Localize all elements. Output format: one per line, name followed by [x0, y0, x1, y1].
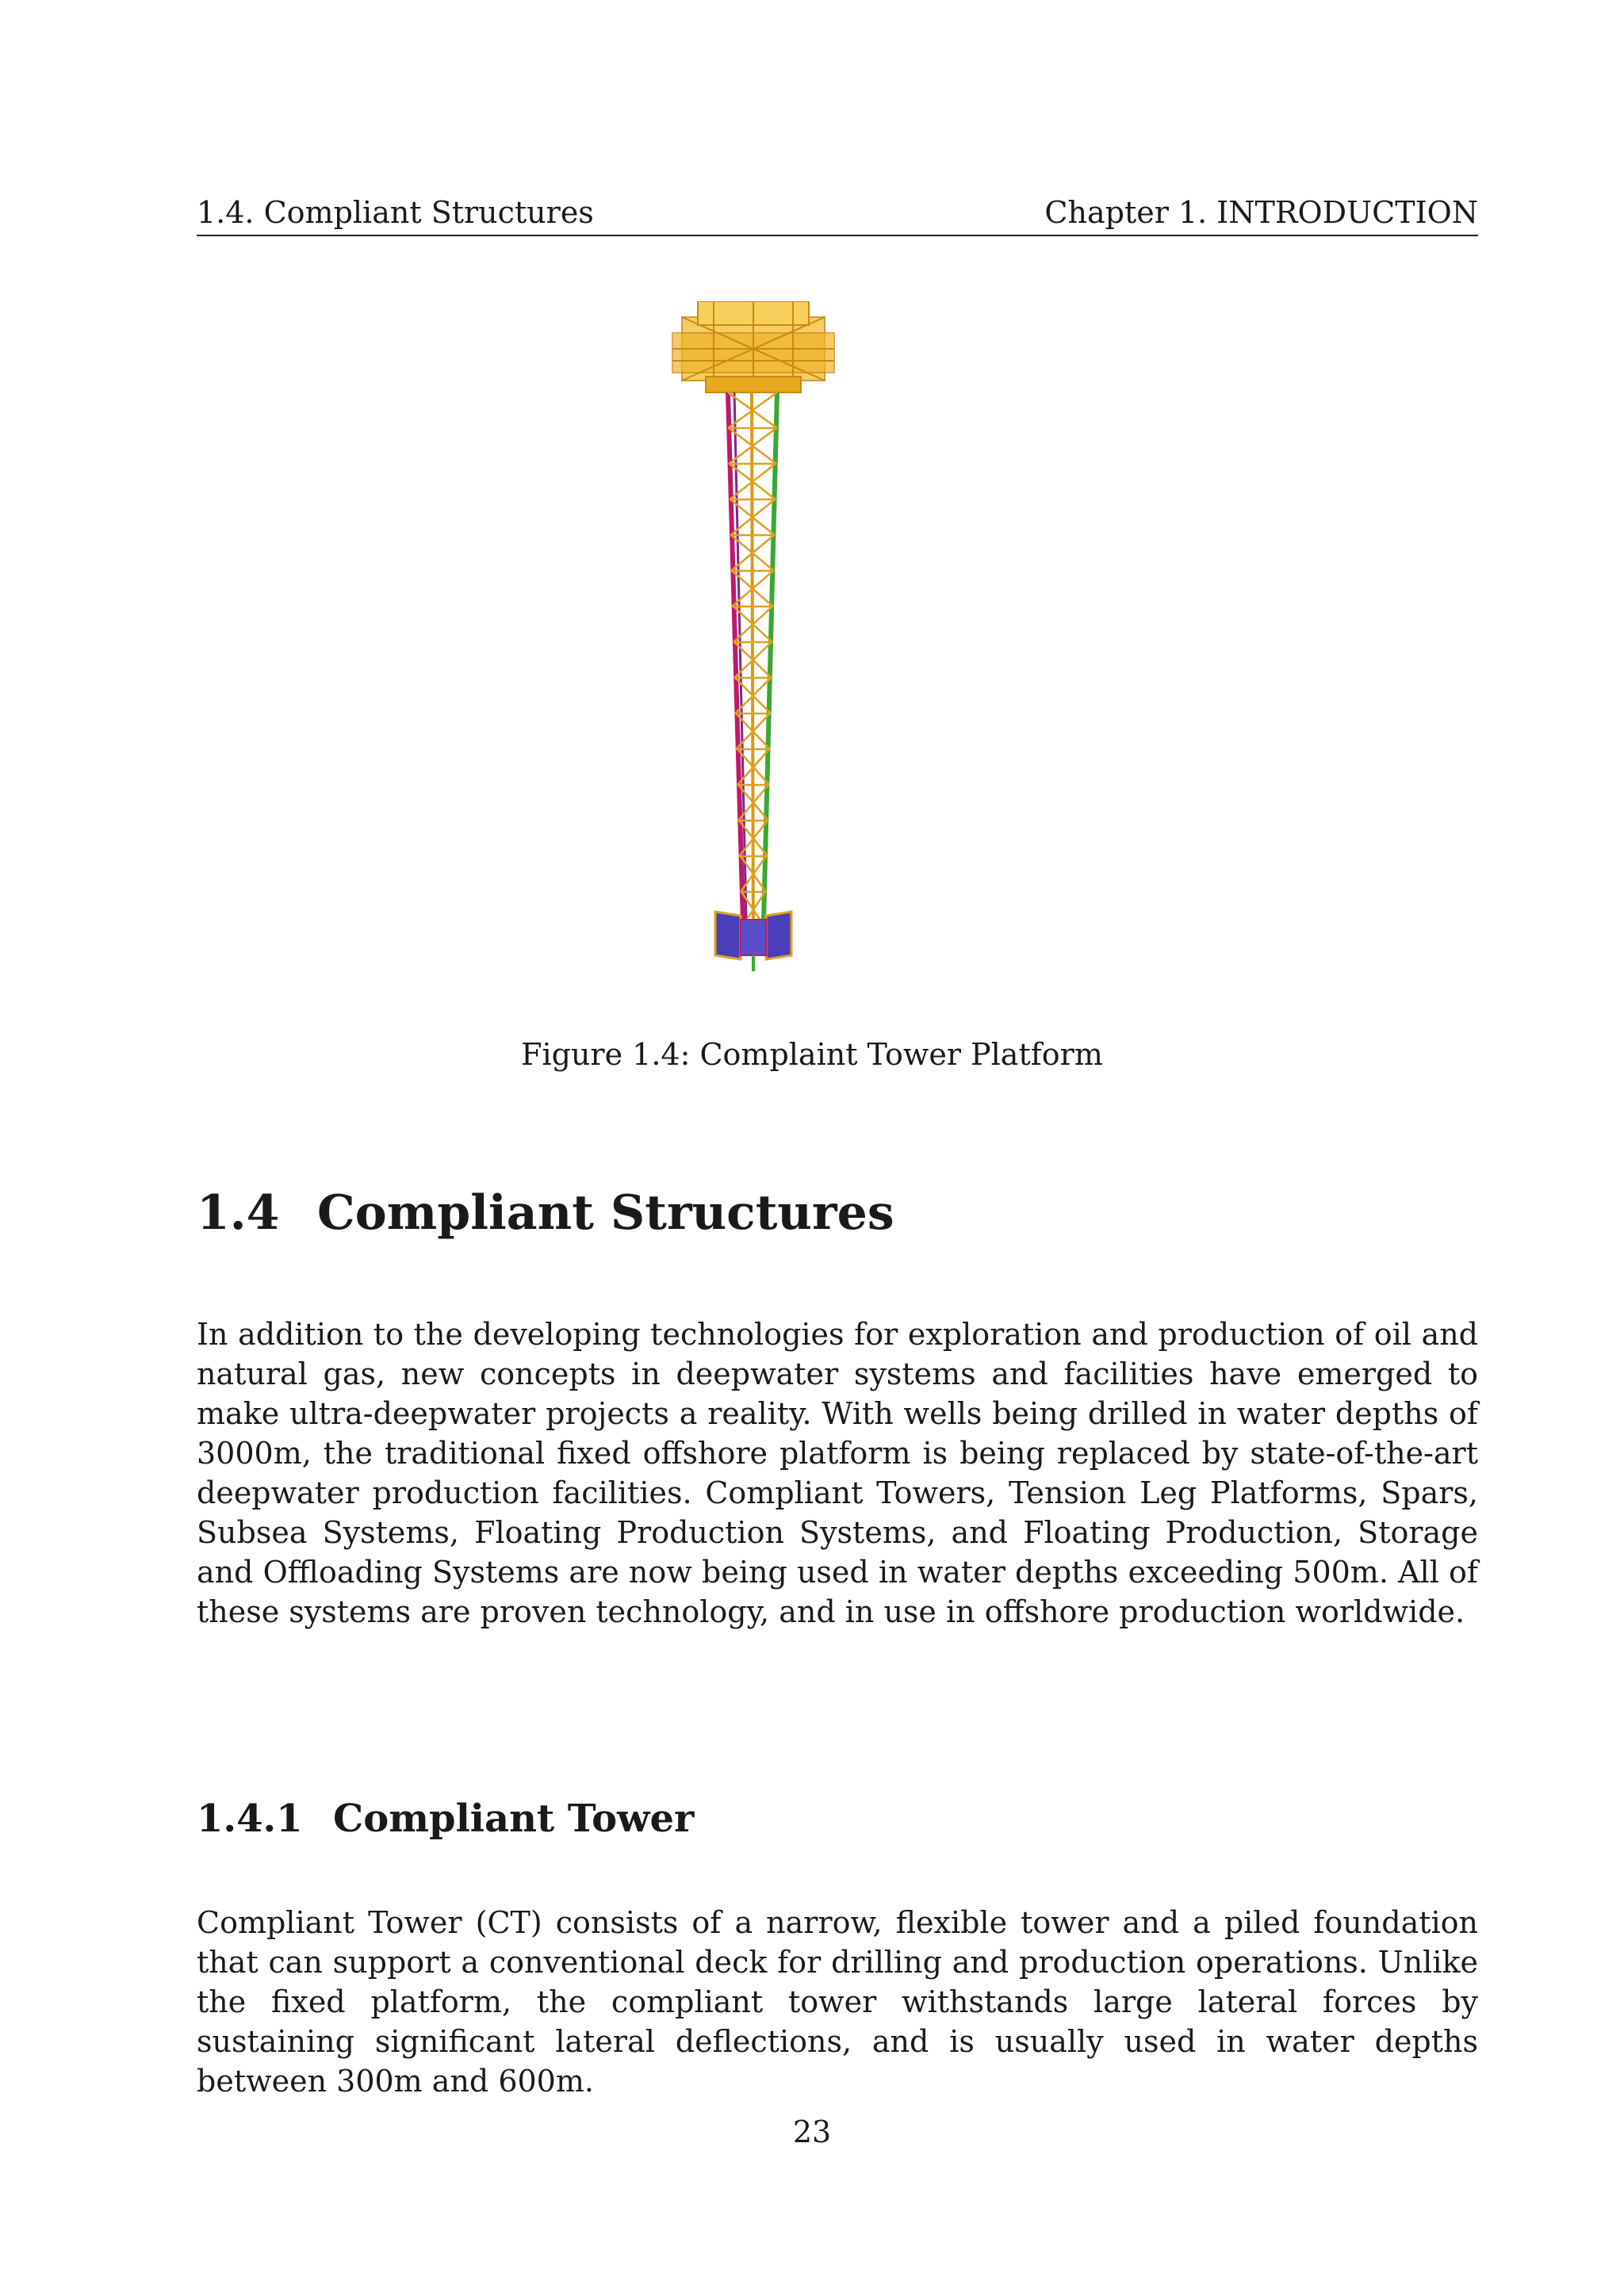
tower-legs — [728, 392, 777, 951]
subsection-heading — [197, 1793, 694, 1844]
header-section-title: 1.4. Compliant Structures — [197, 195, 594, 230]
running-header — [197, 190, 1478, 236]
section-number: 1.4 — [197, 1185, 280, 1241]
section-title: Compliant Structures — [317, 1185, 894, 1241]
header-chapter-title: Chapter 1. INTRODUCTION — [1044, 195, 1478, 230]
section-heading — [197, 1181, 894, 1245]
tower-illustration — [658, 301, 848, 999]
platform-deck — [672, 301, 834, 392]
subsection-paragraph: Compliant Tower (CT) consists of a narrow, flexible tower and a piled foundation that can support a conventional deck for drilling and production operations. Unlike the fixed platform, the compliant tower withstands large lateral forces by sustaining significant lateral deflections, and is usually used in water depths between 300m and 600m. — [197, 1905, 1478, 2099]
page-number: 23 — [792, 2114, 832, 2149]
subsection-number: 1.4.1 — [197, 1797, 303, 1841]
subsection-title: Compliant Tower — [333, 1797, 695, 1841]
section-paragraph: In addition to the developing technologies for exploration and production of oil and natural gas, new concepts in deepwater systems and facilities have emerged to make ultra-deepwater projects a reality. With wells being drilled in water depths of 3000m, the traditional fixed offshore platform is being replaced by state-of-the-art deepwater production facilities. Compliant Towers, Tension Leg Platforms, Spars, Subsea Systems, Floating Production Systems, and Floating Production, Storage and Offloading Systems are now being used in water depths exceeding 500m. All of these systems are proven technology, and in use in offshore production worldwide. — [197, 1317, 1478, 1629]
figure-caption: Figure 1.4: Complaint Tower Platform — [521, 1037, 1103, 1072]
compliant-tower-figure — [658, 301, 848, 999]
tower-base — [715, 912, 791, 971]
